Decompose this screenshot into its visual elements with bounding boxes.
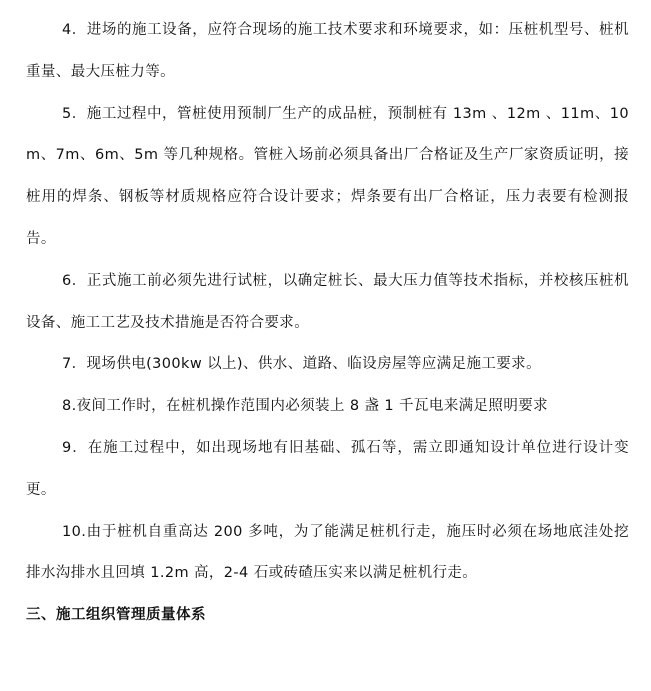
paragraph-item-10: 10.由于桩机自重高达 200 多吨，为了能满足桩机行走，施压时必须在场地底洼处挖排水沟排水且回填 1.2m 高，2-4 石或砖碴压实来以满足桩机行走。 [26,523,629,582]
paragraph-item-7: 7．现场供电(300kw 以上)、供水、道路、临设房屋等应满足施工要求。 [62,356,541,373]
paragraph-item-9: 9．在施工过程中，如出现场地有旧基础、孤石等，需立即通知设计单位进行设计变更。 [26,439,629,498]
paragraph-item-6: 6．正式施工前必须先进行试桩，以确定桩长、最大压力值等技术指标，并校核压桩机设备、施工工艺及技术措施是否符合要求。 [26,272,629,331]
paragraph-item-4: 4．进场的施工设备，应符合现场的施工技术要求和环境要求，如：压桩机型号、桩机重量、最大压桩力等。 [26,22,629,80]
section-heading: 三、施工组织管理质量体系 [26,607,206,624]
paragraph-item-5: 5．施工过程中，管桩使用预制厂生产的成品桩，预制桩有 13m 、12m 、11m、10m、7m、6m、5m 等几种规格。管桩入场前必须具备出厂合格证及生产厂家资质证明，接桩用的焊条、钢板等材质规格应符合设计要求；焊条要有出厂合格证，压力表要有检测报告。 [26,105,629,247]
paragraph-item-8: 8.夜间工作时，在桩机操作范围内必须装上 8 盏 1 千瓦电来满足照明要求 [62,398,549,415]
